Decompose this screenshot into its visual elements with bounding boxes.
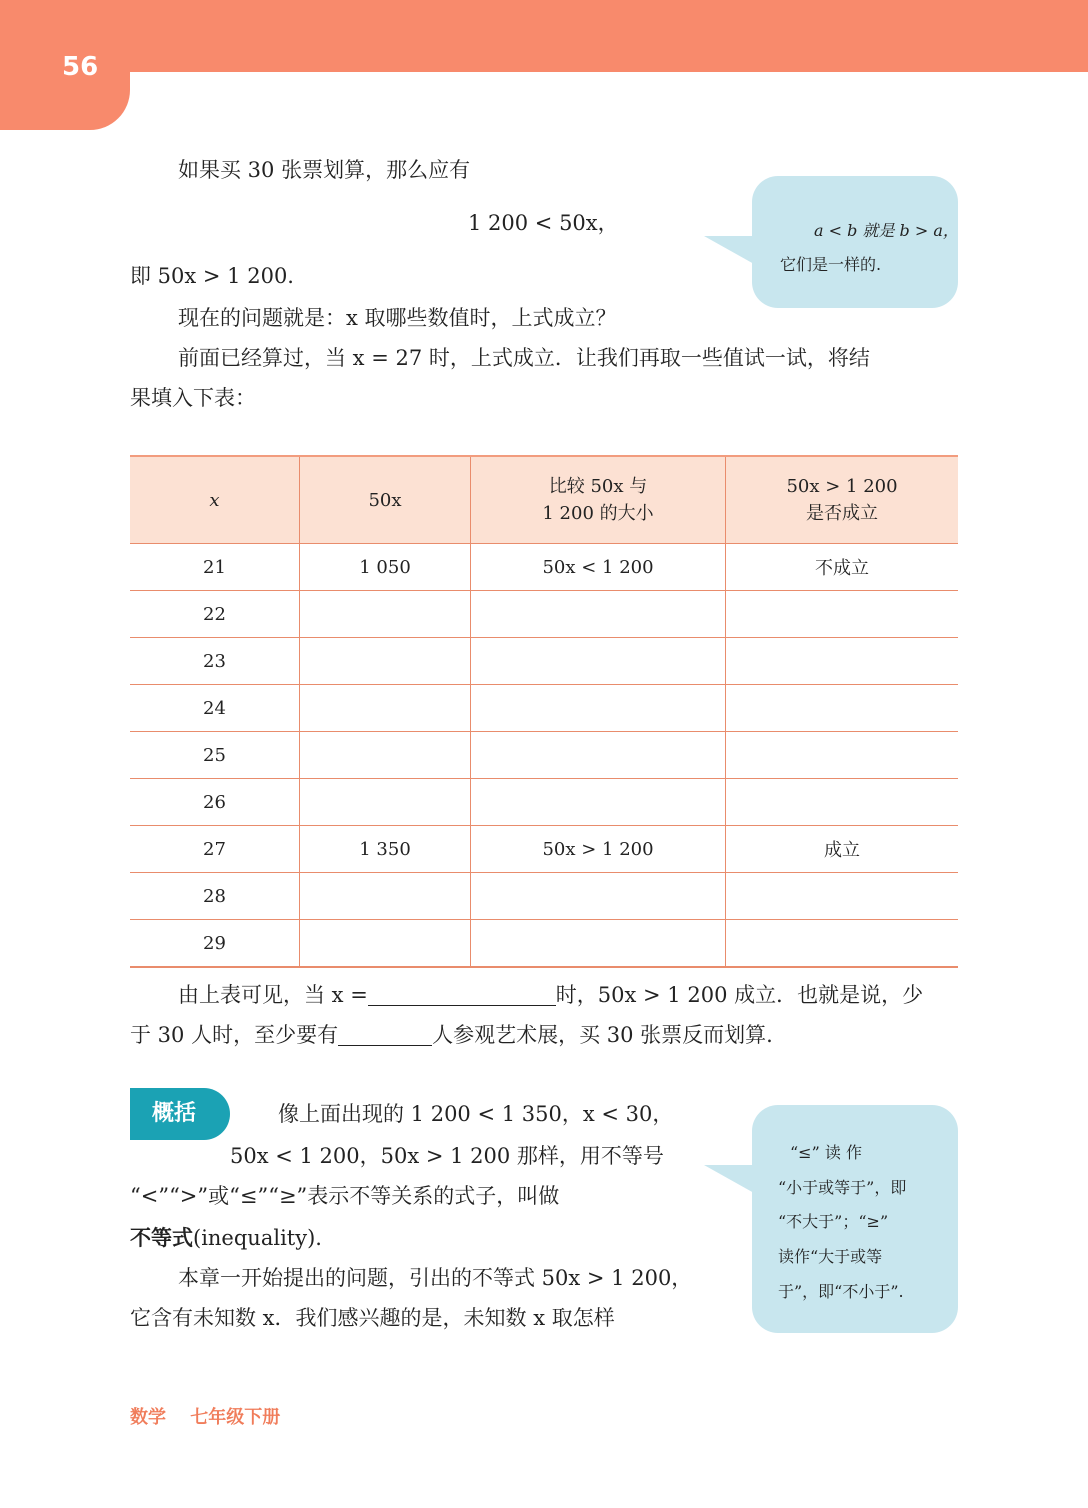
table-cell xyxy=(300,920,471,968)
table-cell: 21 xyxy=(130,544,300,591)
summary-label: 概括 xyxy=(130,1088,230,1140)
table-cell xyxy=(726,591,959,638)
note-text: 读作“大于或等 xyxy=(778,1247,883,1266)
paragraph-line: 果填入下表： xyxy=(130,386,256,410)
table-cell xyxy=(726,685,959,732)
table-row xyxy=(130,826,958,873)
table-cell xyxy=(471,638,726,685)
equation: 1 200 < 50x， xyxy=(468,211,619,235)
table-cell xyxy=(300,779,471,826)
paragraph-line: 如果买 30 张票划算，那么应有 xyxy=(178,158,471,182)
table-cell xyxy=(726,873,959,920)
paragraph-line: 由上表可见，当 x = 时，50x > 1 200 成立．也就是说，少 xyxy=(178,983,924,1007)
value-table xyxy=(130,455,958,968)
table-row xyxy=(130,591,958,638)
answer-blank[interactable] xyxy=(368,1005,556,1006)
table-cell: 28 xyxy=(130,873,300,920)
table-cell xyxy=(471,920,726,968)
note-text: 它们是一样的. xyxy=(780,255,882,274)
table-cell xyxy=(471,873,726,920)
paragraph-line: 它含有未知数 x．我们感兴趣的是，未知数 x 取怎样 xyxy=(130,1306,615,1330)
table-row xyxy=(130,732,958,779)
table-cell xyxy=(471,685,726,732)
table-cell xyxy=(471,779,726,826)
paragraph-line: 像上面出现的 1 200 < 1 350，x < 30， xyxy=(278,1102,674,1126)
table-cell xyxy=(300,873,471,920)
table-cell: 1 050 xyxy=(300,544,471,591)
paragraph-line: 于 30 人时，至少要有 人参观艺术展，买 30 张票反而划算. xyxy=(130,1023,773,1047)
note-text: a < b 就是 b > a， xyxy=(814,221,959,240)
note-text: “不大于”；“≥” xyxy=(778,1212,889,1231)
table-cell xyxy=(726,638,959,685)
header-band xyxy=(0,0,1088,72)
paragraph-line: 即 50x > 1 200. xyxy=(130,264,294,288)
table-cell: 1 350 xyxy=(300,826,471,873)
table-cell: 50x > 1 200 xyxy=(471,826,726,873)
column-header: 50x xyxy=(300,456,471,544)
column-header: x xyxy=(130,456,300,544)
table-cell xyxy=(300,638,471,685)
table-cell: 不成立 xyxy=(726,544,959,591)
paragraph-line: “<”“>”或“≤”“≥”表示不等关系的式子，叫做 xyxy=(130,1184,560,1208)
table-cell: 23 xyxy=(130,638,300,685)
table-cell xyxy=(300,732,471,779)
page-number: 56 xyxy=(62,52,99,82)
footer: 数学 七年级下册 xyxy=(130,1407,281,1428)
table-cell: 成立 xyxy=(726,826,959,873)
table-row xyxy=(130,638,958,685)
table-row xyxy=(130,920,958,968)
note-text: 于”，即“不小于”. xyxy=(778,1282,904,1301)
paragraph-line: 前面已经算过，当 x = 27 时，上式成立．让我们再取一些值试一试，将结 xyxy=(178,346,870,370)
column-header: 比较 50x 与 1 200 的大小 xyxy=(471,456,726,544)
table-cell: 24 xyxy=(130,685,300,732)
table-cell xyxy=(471,591,726,638)
term: 不等式 xyxy=(130,1225,193,1250)
table-cell: 22 xyxy=(130,591,300,638)
answer-blank[interactable] xyxy=(338,1045,432,1046)
table-row xyxy=(130,779,958,826)
table-cell: 29 xyxy=(130,920,300,968)
note-bubble xyxy=(752,1105,958,1333)
table-cell xyxy=(726,920,959,968)
table-row xyxy=(130,544,958,591)
table-cell xyxy=(471,732,726,779)
note-text: “≤” 读 作 xyxy=(790,1143,862,1162)
paragraph-line: 现在的问题就是：x 取哪些数值时，上式成立？ xyxy=(178,306,617,330)
note-text: “小于或等于”，即 xyxy=(778,1178,907,1197)
column-header: 50x > 1 200 是否成立 xyxy=(726,456,959,544)
note-bubble xyxy=(752,176,958,308)
table-cell xyxy=(300,591,471,638)
table-row xyxy=(130,873,958,920)
table-cell: 50x < 1 200 xyxy=(471,544,726,591)
paragraph-line: 50x < 1 200，50x > 1 200 那样，用不等号 xyxy=(230,1144,664,1168)
table-row xyxy=(130,685,958,732)
table-cell xyxy=(726,732,959,779)
table-cell: 26 xyxy=(130,779,300,826)
definition-line: 不等式(inequality). xyxy=(130,1225,322,1250)
table-cell xyxy=(300,685,471,732)
table-cell xyxy=(726,779,959,826)
table-cell: 25 xyxy=(130,732,300,779)
table-cell: 27 xyxy=(130,826,300,873)
paragraph-line: 本章一开始提出的问题，引出的不等式 50x > 1 200， xyxy=(178,1266,693,1290)
